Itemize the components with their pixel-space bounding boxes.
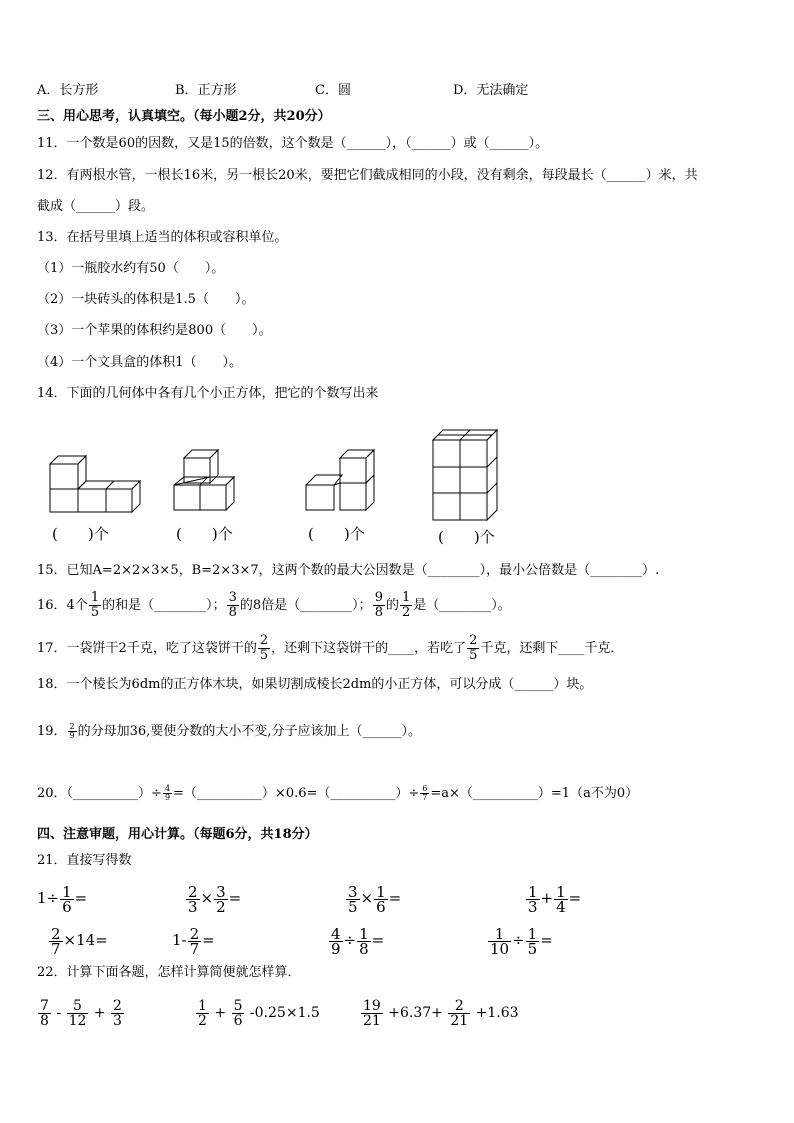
calc-item: $\frac{1}{2}$ + $\frac{5}{6}$ -0.25×1.5: [198, 997, 320, 1029]
calc-item: 1÷ $\frac{1}{6}$ =: [37, 882, 88, 916]
section-4-heading: 四、注意审题，用心计算。（每题6分，共18分）: [37, 827, 318, 842]
fraction: $\frac{5}{6}$: [233, 997, 243, 1029]
fraction: $\frac{1}{5}$: [527, 924, 538, 958]
fraction: $\frac{1}{8}$: [359, 924, 369, 958]
fraction: $\frac{2}{21}$: [450, 997, 469, 1029]
fraction: $\frac{2}{7}$: [51, 924, 61, 958]
question-19: 19． $\frac{2}{9}$ 的分母加36,要使分数的大小不变,分子应该加上（______）。: [37, 722, 421, 740]
fraction: $\frac{1}{4}$: [556, 882, 566, 916]
calc-item: $\frac{2}{3}$ × $\frac{3}{2}$ =: [188, 882, 242, 916]
calc-item: $\frac{19}{21}$ +6.37+ $\frac{2}{21}$ +1.63: [363, 997, 519, 1029]
section-3-heading: 三、用心思考，认真填空。（每小题2分，共20分）: [37, 109, 331, 124]
fraction: $\frac{1}{3}$: [528, 882, 538, 916]
fraction: $\frac{2}{5}$: [469, 633, 478, 663]
question-13-item: （3）一个苹果的体积约是800（ ）。: [37, 323, 272, 338]
fraction: $\frac{2}{9}$: [69, 722, 75, 740]
calc-item: $\frac{4}{9}$ ÷ $\frac{1}{8}$ =: [331, 924, 385, 958]
calc-item: $\frac{7}{8}$ - $\frac{5}{12}$ + $\frac{2}{3}$: [40, 997, 122, 1029]
fraction: $\frac{3}{8}$: [228, 590, 237, 620]
question-13-item: （2）一块砖头的体积是1.5（ ）。: [37, 292, 255, 307]
calc-item: 1- $\frac{2}{7}$ =: [172, 924, 215, 958]
fraction: $\frac{7}{8}$: [40, 997, 49, 1029]
question-22: 22．计算下面各题，怎样计算简便就怎样算．: [37, 965, 301, 980]
cube-figure-1: [45, 452, 140, 514]
blank-count-1: ( )个: [52, 525, 109, 543]
question-11: 11．一个数是60的因数，又是15的倍数，这个数是（______），（______）或（______）。: [37, 136, 549, 151]
fraction: $\frac{2}{3}$: [113, 997, 122, 1029]
cube-figure-4: [430, 426, 505, 522]
fraction: $\frac{1}{2}$: [198, 997, 207, 1029]
option-c: C．圆: [315, 83, 351, 98]
fraction: $\frac{2}{7}$: [189, 924, 200, 958]
fraction: $\frac{9}{8}$: [374, 590, 383, 620]
question-15: 15．已知A=2×2×3×5，B=2×3×7，这两个数的最大公因数是（________），最小公倍数是（________）.: [37, 563, 660, 578]
fraction: $\frac{5}{12}$: [68, 997, 87, 1029]
question-12-line2: 截成（______）段。: [37, 199, 155, 214]
question-17: 17．一袋饼干2千克，吃了这袋饼干的 $\frac{2}{5}$ ，还剩下这袋饼干的____，若吃了 $\frac{2}{5}$ 千克，还剩下____千克．: [37, 633, 624, 663]
fraction: $\frac{1}{2}$: [401, 590, 411, 620]
option-a: A．长方形: [37, 83, 99, 98]
blank-count-3: ( )个: [308, 525, 365, 543]
cube-figure-3: [302, 448, 377, 516]
option-d: D．无法确定: [453, 83, 529, 98]
question-13: 13．在括号里填上适当的体积或容积单位。: [37, 230, 288, 245]
fraction: $\frac{1}{6}$: [376, 882, 386, 916]
question-16: 16．4个 $\frac{1}{5}$ 的和是（________）； $\frac{3}{8}$ 的8倍是（________）； $\frac{9}{8}$ 的 $\frac{1}{2}$ 是（________）。: [37, 590, 511, 620]
fraction: $\frac{2}{5}$: [259, 633, 269, 663]
fraction: $\frac{4}{9}$: [164, 784, 171, 802]
blank-count-2: ( )个: [176, 525, 233, 543]
question-12-line1: 12．有两根水管，一根长16米，另一根长20米，要把它们截成相同的小段，没有剩余，每段最长（______）米，共: [37, 168, 698, 183]
cube-figure-2: [172, 448, 247, 516]
blank-count-4: ( )个: [438, 528, 495, 546]
fraction: $\frac{3}{2}$: [216, 882, 226, 916]
fraction: $\frac{6}{7}$: [422, 784, 428, 802]
calc-item: $\frac{1}{10}$ ÷ $\frac{1}{5}$ =: [490, 924, 553, 958]
fraction: $\frac{1}{5}$: [90, 590, 100, 620]
fraction: $\frac{19}{21}$: [363, 997, 381, 1029]
question-13-item: （1）一瓶胶水约有50（ ）。: [37, 261, 225, 276]
question-20: 20．（__________）÷ $\frac{4}{9}$ =（__________）×0.6=（__________）÷ $\frac{6}{7}$ =a×（__________）=1（a不为0）: [37, 784, 639, 802]
calc-item: $\frac{3}{5}$ × $\frac{1}{6}$ =: [348, 882, 402, 916]
question-14: 14．下面的几何体中各有几个小正方体，把它的个数写出来: [37, 386, 379, 401]
fraction: $\frac{2}{3}$: [188, 882, 198, 916]
fraction: $\frac{4}{9}$: [331, 924, 341, 958]
calc-item: $\frac{1}{3}$ + $\frac{1}{4}$ =: [528, 882, 582, 916]
question-18: 18．一个棱长为6dm的正方体木块，如果切割成棱长2dm的小正方体，可以分成（______）块。: [37, 677, 593, 692]
calc-item: $\frac{2}{7}$ ×14=: [51, 924, 108, 958]
question-21: 21．直接写得数: [37, 853, 132, 868]
option-b: B．正方形: [175, 83, 237, 98]
fraction: $\frac{3}{5}$: [348, 882, 358, 916]
fraction: $\frac{1}{6}$: [62, 882, 72, 916]
fraction: $\frac{1}{10}$: [490, 924, 510, 958]
question-13-item: （4）一个文具盒的体积1（ ）。: [37, 355, 243, 370]
